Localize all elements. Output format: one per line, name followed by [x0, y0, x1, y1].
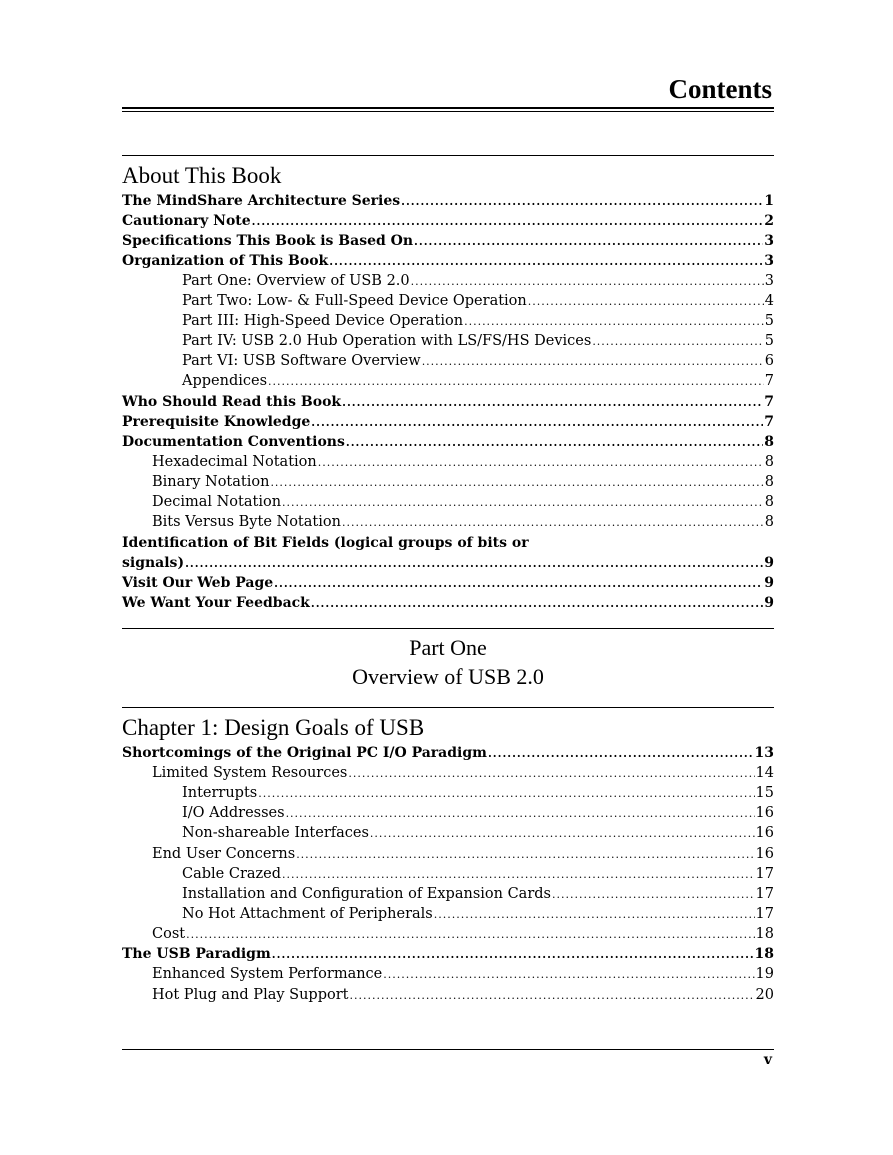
toc-entry[interactable]: [122, 271, 774, 291]
toc-entry-page: 14: [755, 765, 774, 781]
toc-entry-title: I/O Addresses: [182, 805, 285, 821]
toc-entry[interactable]: [122, 392, 774, 412]
toc-entry[interactable]: [122, 844, 774, 864]
toc-entry[interactable]: [122, 512, 774, 532]
toc-entry[interactable]: [122, 904, 774, 924]
toc-entry-page: 3: [764, 233, 774, 249]
toc-entry-title: The USB Paradigm: [122, 946, 271, 962]
toc-entry[interactable]: [122, 251, 774, 271]
toc-entry[interactable]: [122, 472, 774, 492]
toc-entry-title: The MindShare Architecture Series: [122, 193, 401, 209]
toc-entry-title: Part VI: USB Software Overview: [182, 353, 421, 369]
toc-entry-title: Installation and Configuration of Expansion Cards: [182, 886, 551, 902]
toc-entry-title: Documentation Conventions: [122, 434, 345, 450]
toc-entry-title: Hot Plug and Play Support: [152, 987, 349, 1003]
toc-entry-page: 6: [764, 353, 774, 369]
toc-entry-page: 7: [764, 414, 774, 430]
toc-entry[interactable]: [122, 351, 774, 371]
toc-entry[interactable]: [122, 553, 774, 573]
section-heading-about: About This Book: [122, 163, 282, 188]
toc-entry[interactable]: [122, 803, 774, 823]
toc-entry-page: 17: [755, 906, 774, 922]
toc-entry-title: End User Concerns: [152, 846, 296, 862]
toc-entry[interactable]: [122, 211, 774, 231]
toc-entry-title: Part IV: USB 2.0 Hub Operation with LS/FS/HS Devices: [182, 333, 592, 349]
toc-entry-title: Shortcomings of the Original PC I/O Paradigm: [122, 745, 487, 761]
toc-entry-title: Part III: High-Speed Device Operation: [182, 313, 464, 329]
toc-entry[interactable]: [122, 985, 774, 1005]
toc-entry-title: Limited System Resources: [152, 765, 348, 781]
toc-entry[interactable]: [122, 884, 774, 904]
toc-entry-title: Binary Notation: [152, 474, 270, 490]
toc-entry-title: Specifications This Book is Based On: [122, 233, 414, 249]
toc-entry-title: Part Two: Low- & Full-Speed Device Operation: [182, 293, 527, 309]
toc-entry-page: 13: [754, 745, 774, 761]
toc-entry-page: 1: [764, 193, 774, 209]
divider-part-one-top: [122, 628, 774, 629]
toc-entry-title: Decimal Notation: [152, 494, 282, 510]
toc-entry-title: Cost: [152, 926, 186, 942]
toc-entry-page: 19: [755, 966, 774, 982]
toc-entry[interactable]: [122, 573, 774, 593]
toc-entry-wrapped-line[interactable]: Identification of Bit Fields (logical groups of bits or: [122, 535, 529, 551]
footer-page-number: v: [763, 1052, 772, 1068]
toc-entry-page: 4: [764, 293, 774, 309]
toc-entry[interactable]: [122, 864, 774, 884]
toc-entry-page: 15: [755, 785, 774, 801]
toc-entry-title: Hexadecimal Notation: [152, 454, 317, 470]
toc-entry-page: 17: [755, 886, 774, 902]
toc-entry[interactable]: [122, 763, 774, 783]
toc-entry-page: 8: [764, 454, 774, 470]
toc-entry-title: Appendices: [182, 373, 268, 389]
toc-entry-title: Non-shareable Interfaces: [182, 825, 369, 841]
toc-entry-title: Visit Our Web Page: [122, 575, 274, 591]
toc-entry-title: signals): [122, 555, 185, 571]
page-header-title: Contents: [668, 74, 772, 104]
toc-entry[interactable]: [122, 371, 774, 391]
toc-entry-page: 9: [764, 555, 774, 571]
toc-entry[interactable]: [122, 452, 774, 472]
toc-entry-page: 20: [755, 987, 774, 1003]
toc-entry-title: Interrupts: [182, 785, 258, 801]
toc-entry-title: We Want Your Feedback: [122, 595, 310, 611]
toc-entry[interactable]: [122, 412, 774, 432]
toc-entry-title: Organization of This Book: [122, 253, 329, 269]
toc-entry-page: 16: [755, 846, 774, 862]
toc-entry[interactable]: [122, 924, 774, 944]
toc-entry-page: 8: [764, 474, 774, 490]
toc-entry-page: 8: [764, 514, 774, 530]
footer-rule: [122, 1049, 774, 1050]
toc-entry-title: No Hot Attachment of Peripherals: [182, 906, 433, 922]
toc-entry-page: 5: [764, 313, 774, 329]
toc-entry-title: Cable Crazed: [182, 866, 282, 882]
toc-entry-page: 8: [764, 494, 774, 510]
toc-entry-title: Bits Versus Byte Notation: [152, 514, 341, 530]
toc-entry-page: 5: [764, 333, 774, 349]
toc-entry-page: 16: [755, 825, 774, 841]
toc-entry-page: 16: [755, 805, 774, 821]
toc-entry-page: 8: [764, 434, 774, 450]
toc-entry-title: Prerequisite Knowledge: [122, 414, 311, 430]
section-heading-chapter1: Chapter 1: Design Goals of USB: [122, 715, 425, 740]
toc-entry-page: 17: [755, 866, 774, 882]
toc-entry[interactable]: [122, 593, 774, 613]
toc-entry-page: 18: [755, 926, 774, 942]
toc-entry[interactable]: [122, 331, 774, 351]
toc-entry-page: 2: [764, 213, 774, 229]
toc-entry-title: Who Should Read this Book: [122, 394, 342, 410]
toc-entry[interactable]: [122, 311, 774, 331]
part-title-line2: Overview of USB 2.0: [352, 664, 544, 689]
toc-entry-title: Part One: Overview of USB 2.0: [182, 273, 410, 289]
toc-entry-page: 3: [764, 273, 774, 289]
toc-entry-page: 18: [754, 946, 774, 962]
toc-entry[interactable]: [122, 944, 774, 964]
toc-entry-page: 9: [764, 575, 774, 591]
part-title-line1: Part One: [409, 635, 487, 660]
divider-part-one-bottom: [122, 707, 774, 708]
toc-entry-page: 9: [764, 595, 774, 611]
toc-entry-page: 7: [764, 394, 774, 410]
toc-entry[interactable]: [122, 231, 774, 251]
toc-entry[interactable]: [122, 783, 774, 803]
toc-entry[interactable]: [122, 191, 774, 211]
toc-entry[interactable]: [122, 291, 774, 311]
toc-entry-title: Cautionary Note: [122, 213, 251, 229]
toc-entry[interactable]: [122, 432, 774, 452]
toc-entry[interactable]: [122, 964, 774, 984]
toc-entry-title: Enhanced System Performance: [152, 966, 383, 982]
toc-entry-page: 7: [764, 373, 774, 389]
toc-entry[interactable]: [122, 492, 774, 512]
header-double-rule: [122, 107, 774, 112]
toc-entry[interactable]: [122, 823, 774, 843]
toc-entry[interactable]: [122, 743, 774, 763]
toc-entry-page: 3: [764, 253, 774, 269]
divider-about: [122, 155, 774, 156]
